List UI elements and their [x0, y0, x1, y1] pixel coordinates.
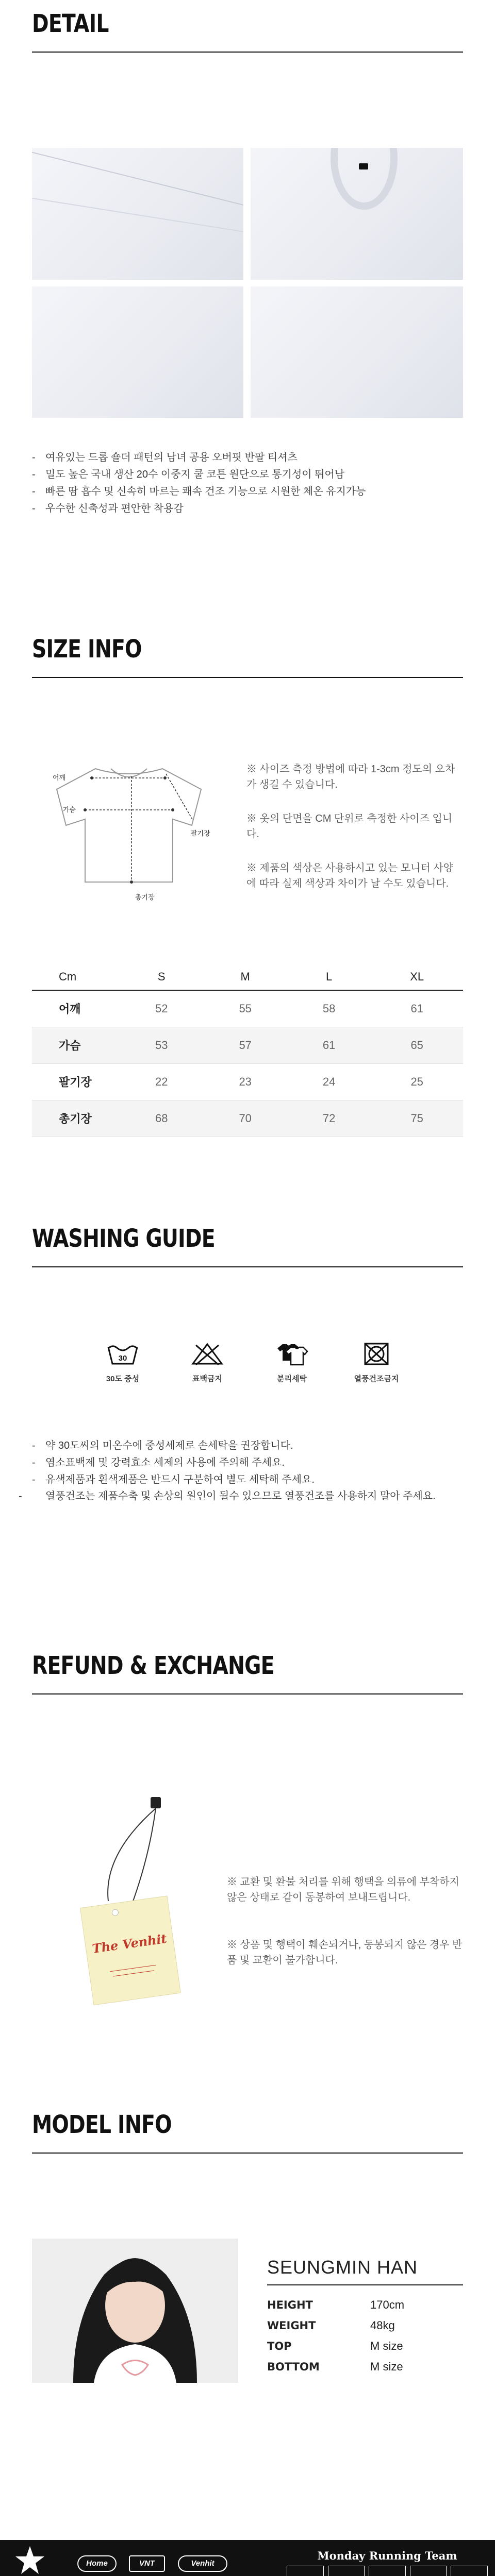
model-spec-value: 48kg [370, 2319, 395, 2332]
table-cell: 어깨 [32, 990, 120, 1027]
table-cell: 75 [371, 1100, 463, 1137]
diagram-label-length: 총기장 [135, 893, 155, 901]
washing-guide-heading: WASHING GUIDE [32, 1224, 215, 1253]
tshirt-size-diagram [46, 753, 211, 908]
diagram-label-sleeve: 팔기장 [191, 829, 210, 837]
table-cell: 22 [120, 1063, 203, 1100]
table-cell: 팔기장 [32, 1063, 120, 1100]
size-info-heading: SIZE INFO [32, 635, 142, 664]
model-info-divider [32, 2153, 463, 2154]
refund-note: ※ 교환 및 환불 처리를 위해 행택을 의류에 부착하지 않은 상태로 같이 동봉하여 보내드립니다. [227, 1876, 459, 1903]
table-cell: 61 [371, 990, 463, 1027]
footer-badge-strip [287, 2566, 488, 2576]
wash-temp-label: 30 [118, 1354, 127, 1363]
wash-30-icon [106, 1342, 139, 1366]
table-row [267, 2315, 404, 2336]
washing-bullets [32, 1437, 463, 1504]
detail-photo-collar [251, 148, 463, 280]
washing-guide-divider [32, 1266, 463, 1267]
detail-photo-sleeve [32, 286, 243, 418]
detail-divider [32, 52, 463, 53]
table-cell: 24 [287, 1063, 371, 1100]
size-table-header-cell: XL [371, 963, 463, 990]
no-tumble-dry-item [340, 1342, 412, 1384]
table-row [32, 990, 463, 1027]
detail-heading: DETAIL [32, 9, 109, 38]
size-note: ※ 제품의 색상은 사용하시고 있는 모니터 사양에 따라 실제 색상과 차이가 날 수도 있습니다. [246, 862, 454, 889]
table-cell: 25 [371, 1063, 463, 1100]
hang-tag-illustration [72, 1793, 196, 2009]
table-row [32, 1063, 463, 1100]
model-spec-label: WEIGHT [267, 2319, 316, 2332]
table-row [267, 2295, 404, 2315]
model-specs-table [267, 2295, 404, 2377]
wash-label: 30도 중성 [106, 1375, 140, 1383]
detail-bullet: - 우수한 신축성과 편안한 착용감 [32, 500, 366, 517]
model-name: SEUNGMIN HAN [267, 2257, 418, 2278]
model-name-divider [267, 2284, 463, 2285]
star-logo-icon [14, 2545, 45, 2576]
table-cell: 53 [120, 1027, 203, 1063]
footer-logo-venhit: Venhit [178, 2555, 227, 2572]
table-cell: 58 [287, 990, 371, 1027]
no-bleach-icon [191, 1342, 224, 1366]
model-photo [32, 2239, 238, 2383]
table-cell: 52 [120, 990, 203, 1027]
table-cell: 57 [203, 1027, 287, 1063]
refund-divider [32, 1693, 463, 1694]
size-table [32, 963, 463, 1137]
washing-bullet: - 염소표백제 및 강력효소 세제의 사용에 주의해 주세요. [32, 1454, 463, 1471]
model-spec-label: HEIGHT [267, 2299, 313, 2311]
model-spec-value: M size [370, 2360, 403, 2373]
detail-bullet: - 여유있는 드롭 숄더 패턴의 남녀 공용 오버핏 반팔 티셔츠 [32, 449, 366, 466]
table-cell: 61 [287, 1027, 371, 1063]
washing-bullet: - 열풍건조는 제품수축 및 손상의 원인이 될수 있으므로 열풍건조를 사용하지 말아 주세요. [32, 1488, 463, 1504]
table-row [32, 1100, 463, 1137]
hang-tag-brand: The Venhit [91, 1930, 168, 1956]
wash-label: 분리세탁 [277, 1375, 307, 1383]
footer-team-name: Monday Running Team [317, 2549, 457, 2562]
detail-photo-fabric [251, 286, 463, 418]
model-spec-label: TOP [267, 2340, 292, 2352]
detail-bullets [32, 449, 366, 517]
model-spec-value: M size [370, 2340, 403, 2352]
table-row [267, 2336, 404, 2357]
size-table-header-cell: M [203, 963, 287, 990]
table-row [267, 2357, 404, 2377]
detail-bullet: - 밀도 높은 국내 생산 20수 이중지 쿨 코튼 원단으로 통기성이 뛰어남 [32, 466, 366, 483]
refund-heading: REFUND & EXCHANGE [32, 1651, 274, 1680]
table-row [32, 1027, 463, 1063]
table-cell: 70 [203, 1100, 287, 1137]
diagram-label-chest: 가슴 [63, 806, 76, 814]
brand-footer [0, 2540, 495, 2576]
size-table-header-cell: Cm [32, 963, 120, 990]
no-tumble-dry-icon [360, 1342, 393, 1366]
size-note: ※ 사이즈 측정 방법에 따라 1-3cm 정도의 오차가 생길 수 있습니다. [246, 764, 455, 790]
table-cell: 68 [120, 1100, 203, 1137]
size-note: ※ 옷의 단면을 CM 단위로 측정한 사이즈 입니다. [246, 813, 453, 840]
table-cell: 65 [371, 1027, 463, 1063]
refund-note: ※ 상품 및 행택이 훼손되거나, 동봉되지 않은 경우 반품 및 교환이 불가합니다. [227, 1939, 463, 1966]
wash-label: 표백금지 [192, 1375, 222, 1383]
table-cell: 총기장 [32, 1100, 120, 1137]
washing-bullet: - 약 30도씨의 미온수에 중성세제로 손세탁을 권장합니다. [32, 1437, 463, 1454]
separate-wash-icon [275, 1342, 308, 1366]
footer-logo-home: Home [77, 2555, 117, 2572]
detail-bullet: - 빠른 땀 흡수 및 신속히 마르는 쾌속 건조 기능으로 시원한 체온 유지가능 [32, 483, 366, 500]
table-cell: 23 [203, 1063, 287, 1100]
washing-bullet: - 유색제품과 흰색제품은 반드시 구분하여 별도 세탁해 주세요. [32, 1471, 463, 1488]
diagram-label-shoulder: 어깨 [53, 774, 66, 782]
size-table-header-cell: S [120, 963, 203, 990]
size-table-header [32, 963, 463, 990]
separate-wash-item [256, 1342, 328, 1384]
table-cell: 72 [287, 1100, 371, 1137]
size-info-divider [32, 677, 463, 678]
wash-label: 열풍건조금지 [354, 1375, 399, 1383]
table-cell: 가슴 [32, 1027, 120, 1063]
no-bleach-item [171, 1342, 243, 1384]
model-spec-label: BOTTOM [267, 2361, 320, 2373]
footer-logo-vnt: VNT [129, 2555, 165, 2572]
model-spec-value: 170cm [370, 2298, 405, 2311]
detail-photo-hem [32, 148, 243, 280]
size-table-header-cell: L [287, 963, 371, 990]
wash-30-item [87, 1342, 159, 1384]
table-cell: 55 [203, 990, 287, 1027]
model-info-heading: MODEL INFO [32, 2110, 172, 2139]
